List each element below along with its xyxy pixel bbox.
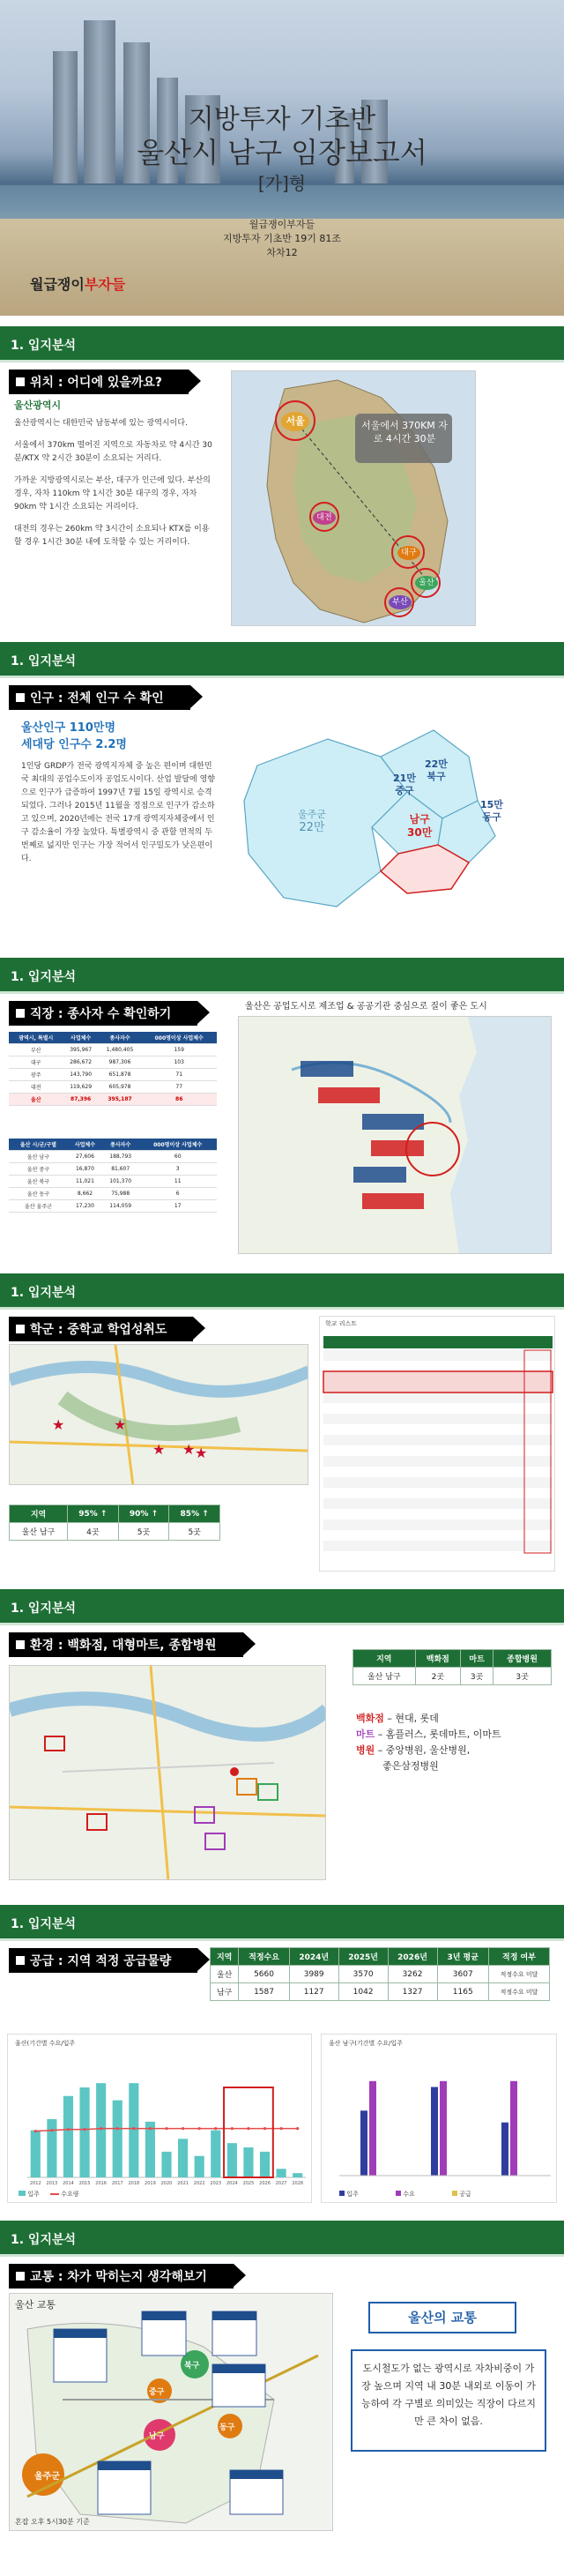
table-header: 종사자수	[102, 1139, 139, 1151]
population-headline	[21, 720, 127, 753]
point-demand	[50, 2129, 53, 2132]
legend-value: – 중앙병원, 울산병원,	[375, 1744, 471, 1756]
supply-chart-namgu	[321, 2034, 557, 2203]
table-header: 사업체수	[63, 1032, 99, 1044]
table-row: 울산 남구 4곳 5곳 5곳	[10, 1523, 220, 1541]
cover-title: 지방투자 기초반	[188, 104, 376, 135]
traffic-box-text	[351, 2349, 546, 2452]
point-demand	[67, 2128, 70, 2131]
district-label: 22만 북구	[425, 758, 448, 782]
x-tick-label: 2025	[242, 2181, 255, 2186]
topic-title: 학군 : 중학교 학업성취도	[9, 1317, 193, 1341]
map-tag-seoul: 서울	[281, 412, 309, 431]
table-row: 울산 5660 3989 3570 3262 3607 적정수요 미달	[211, 1966, 550, 1983]
table-header: 적정수요	[239, 1948, 289, 1966]
chart-title: 울산(기간별 수요/입주	[15, 2040, 76, 2047]
point-demand	[280, 2127, 283, 2130]
legend-label: 수요량	[61, 2191, 79, 2198]
x-tick-label: 2017	[111, 2181, 123, 2186]
square-icon	[16, 1956, 25, 1965]
chart-legend	[339, 2190, 471, 2199]
district-label: 21만 중구	[393, 773, 416, 796]
legend-value: – 현대, 롯데	[383, 1713, 439, 1724]
location-paragraph: 울산광역시는 대한민국 남동부에 있는 광역시이다.	[14, 419, 188, 428]
population-text: 1인당 GRDP가 전국 광역지자체 중 높은 편이며 대한민국 최대의 공업수도이자 공업도시이다. 산업 발달에 영향으로 인구가 급증하여 1997년 7월 15일 광역시로 승격되었다. 그러나 2015년 11월을 정점으로 인구가 감소하고 있으며, 2020년에는 전국 17개 광역지자체중에서 인구 감소율이 가장 높았다. 특별광역시 중 관할 면적의 두 번째로 넓지만 인구는 가장 적어서 인구밀도가 낮은편이다.	[21, 762, 215, 863]
location-paragraph: 서울에서 370km 떨어진 지역으로 자동차로 약 4시간 30분/KTX 약 2시간 30분이 소요되는 거리다.	[14, 441, 212, 463]
svg-text:★: ★	[52, 1416, 65, 1433]
legend-swatch	[50, 2193, 59, 2195]
school-map	[9, 1344, 308, 1485]
cover-author: 월급쟁이부자들	[249, 219, 315, 230]
bar-2024	[227, 2143, 237, 2177]
jobs-table-cities	[9, 1032, 217, 1106]
section-header: 1. 입지분석	[0, 958, 564, 991]
bar-수요-A	[369, 2081, 376, 2176]
point-demand	[247, 2127, 249, 2130]
legend-key-hospital: 병원	[356, 1744, 375, 1756]
legend-key-dept: 백화점	[356, 1713, 384, 1724]
supply-bar-chart-namgu	[322, 2035, 558, 2204]
map-tag-daejeon: 대전	[313, 511, 336, 525]
x-tick-label: 2019	[145, 2181, 156, 2186]
table-header: 종합병원	[494, 1650, 552, 1668]
ranking-list-svg	[320, 1331, 556, 1569]
school-ranking-panel	[319, 1316, 555, 1572]
table-row: 대구 286,672 987,306 103	[9, 1057, 217, 1069]
traffic-slide	[0, 2221, 564, 2542]
district-label: 동구	[219, 2423, 235, 2432]
square-icon	[16, 1640, 25, 1649]
traffic-description: 도시철도가 없는 광역시로 자차비중이 가장 높으며 지역 내 30분 내외로 이동이 가능하여 각 구별로 의미있는 직장이 다르지만 큰 차이 없음.	[360, 2363, 537, 2427]
table-header: 2024년	[289, 1948, 338, 1966]
table-row-highlight: 울산 87,396 395,187 86	[9, 1094, 217, 1106]
legend-key-mart: 마트	[356, 1729, 375, 1740]
location-slide	[0, 326, 564, 631]
x-tick-label: 2014	[63, 2181, 74, 2186]
topic-title: 공급 : 지역 적정 공급물량	[9, 1948, 197, 1973]
legend-label: 입주	[27, 2191, 40, 2198]
x-tick-label: 2013	[46, 2181, 58, 2186]
point-demand	[165, 2127, 167, 2130]
legend-label: 입주	[346, 2191, 359, 2198]
table-row: 울산 남구 2곳 3곳 3곳	[353, 1668, 552, 1685]
x-tick-label: 2026	[259, 2181, 271, 2186]
legend-label: 공급	[459, 2191, 471, 2198]
table-row: 울산 북구 11,021 101,370 11	[9, 1176, 217, 1188]
district-label: 남구	[149, 2432, 165, 2441]
x-tick-label: 2018	[128, 2181, 140, 2186]
table-header: 000명이상 사업체수	[141, 1032, 217, 1044]
korea-map	[231, 370, 476, 626]
bar-2016	[96, 2083, 106, 2177]
bar-수요-C	[510, 2081, 517, 2176]
location-text	[14, 399, 217, 558]
legend-swatch	[339, 2191, 345, 2196]
table-header: 울산 시/군/구별	[9, 1139, 68, 1151]
traffic-map-title: 울산 교통	[15, 2299, 56, 2311]
section-header: 1. 입지분석	[0, 2221, 564, 2254]
cover-name: 차차12	[266, 247, 298, 258]
logo-text-b: 부자들	[84, 276, 126, 293]
legend-swatch	[19, 2191, 26, 2196]
bar-2028	[293, 2173, 302, 2177]
cover-slide	[0, 0, 564, 316]
table-row: 부산 395,967 1,480,405 159	[9, 1044, 217, 1057]
table-header: 90% ↑	[118, 1505, 169, 1523]
bar-2025	[243, 2147, 253, 2177]
traffic-title: 울산의 교통	[408, 2310, 477, 2326]
traffic-box-title	[368, 2302, 516, 2333]
bar-2021	[178, 2139, 188, 2177]
traffic-map	[9, 2293, 333, 2531]
table-header: 광역시, 특별시	[9, 1032, 63, 1044]
x-tick-label: 2027	[275, 2181, 287, 2186]
bar-2015	[79, 2087, 89, 2177]
square-icon	[16, 1325, 25, 1333]
population-per-household: 세대당 인구수 2.2명	[21, 738, 127, 751]
table-header: 95% ↑	[68, 1505, 119, 1523]
point-demand	[149, 2127, 152, 2130]
location-paragraph: 가까운 지방광역시로는 부산, 대구가 인근에 있다. 부산의 경우, 자차 110km 약 1시간 30분 대구의 경우, 자차 90km 약 1시간 소요되는 거리이다.	[14, 476, 211, 511]
table-row: 광주 143,790 651,878 71	[9, 1069, 217, 1081]
topic-title: 교통 : 차가 막히는지 생각해보기	[9, 2264, 234, 2289]
bar-2023	[211, 2131, 220, 2177]
point-demand	[214, 2127, 217, 2130]
legend-swatch	[396, 2191, 401, 2196]
school-map-svg	[10, 1345, 308, 1485]
topic-title: 인구 : 전체 인구 수 확인	[9, 685, 190, 710]
bar-2020	[161, 2152, 171, 2177]
x-tick-label: 2028	[292, 2181, 304, 2186]
x-tick-label: 2024	[226, 2181, 238, 2186]
point-demand	[198, 2127, 201, 2130]
map-tag-busan: 부산	[389, 595, 412, 609]
jobs-caption: 울산은 공업도시로 제조업 & 공공기관 중심으로 질이 좋은 도시	[245, 1002, 487, 1012]
school-slide	[0, 1273, 564, 1579]
x-tick-label: 2016	[95, 2181, 108, 2186]
cover-subtitle: 울산시 남구 임장보고서	[137, 136, 427, 169]
svg-text:★: ★	[195, 1445, 208, 1461]
table-header: 종사자수	[99, 1032, 142, 1044]
table-header: 지역	[10, 1505, 68, 1523]
table-header: 지역	[211, 1948, 239, 1966]
table-row: 울산 울주군 17,230 114,059 17	[9, 1200, 217, 1213]
bar-2022	[195, 2156, 204, 2177]
map-tag-daegu: 대구	[397, 546, 420, 560]
square-icon	[16, 377, 25, 386]
table-header: 2026년	[388, 1948, 437, 1966]
bar-2014	[63, 2096, 73, 2177]
table-header: 2025년	[338, 1948, 388, 1966]
district-label: 울주군 22만	[298, 809, 326, 834]
bar-수요-B	[440, 2081, 447, 2176]
point-demand	[34, 2130, 37, 2132]
legend-value: 좋은삼정병원	[382, 1760, 439, 1772]
topic-title: 직장 : 종사자 수 확인하기	[9, 1001, 197, 1026]
table-header: 마트	[461, 1650, 494, 1668]
table-row: 울산 중구 16,870 81,607 3	[9, 1163, 217, 1176]
point-demand	[263, 2127, 266, 2130]
table-header: 000명이상 사업체수	[138, 1139, 217, 1151]
bar-2017	[113, 2101, 122, 2177]
legend-swatch	[452, 2191, 457, 2196]
legend-value: – 홈플러스, 롯데마트, 이마트	[375, 1729, 501, 1740]
topic-title: 위치 : 어디에 있을까요?	[9, 370, 189, 394]
point-demand	[231, 2127, 234, 2130]
table-header: 백화점	[415, 1650, 460, 1668]
district-label-namgu: 남구 30만	[407, 813, 433, 839]
environment-map	[9, 1665, 326, 1880]
cover-logo	[30, 273, 125, 294]
bar-입주-A	[360, 2110, 367, 2176]
section-header: 1. 입지분석	[0, 1905, 564, 1938]
school-table	[9, 1505, 220, 1541]
district-label: 북구	[184, 2362, 200, 2371]
korea-map-svg	[232, 371, 476, 626]
table-row: 남구 1587 1127 1042 1327 1165 적정수요 미달	[211, 1983, 550, 2001]
supply-table	[210, 1947, 550, 2001]
point-demand	[83, 2128, 85, 2131]
table-header: 사업체수	[68, 1139, 102, 1151]
table-header: 적정 여부	[488, 1948, 549, 1966]
section-header: 1. 입지분석	[0, 1589, 564, 1623]
chart-legend	[19, 2190, 79, 2199]
table-row: 울산 남구 27,606 188,793 60	[9, 1151, 217, 1163]
x-tick-label: 2023	[210, 2181, 222, 2186]
point-demand	[296, 2127, 299, 2130]
table-header: 3년 평균	[437, 1948, 488, 1966]
supply-chart-ulsan	[7, 2034, 312, 2203]
bar-2026	[260, 2152, 270, 2177]
section-header: 1. 입지분석	[0, 326, 564, 360]
chart-title: 울산 남구(기간별 수요/입주	[329, 2040, 403, 2047]
cover-type: [가]형	[257, 173, 307, 194]
x-tick-label: 2020	[160, 2181, 173, 2186]
bar-2019	[145, 2122, 155, 2177]
location-paragraph: 대전의 경우는 260km 약 3시간이 소요되나 KTX를 이용할 경우 1시간 30분 내에 도착할 수 있는 거리이다.	[14, 525, 210, 547]
supply-bar-chart	[8, 2035, 313, 2204]
svg-text:★: ★	[182, 1441, 196, 1458]
x-tick-label: 2021	[177, 2181, 189, 2186]
table-header: 85% ↑	[169, 1505, 220, 1523]
section-header: 1. 입지분석	[0, 1273, 564, 1307]
point-demand	[182, 2127, 184, 2130]
square-icon	[16, 693, 25, 702]
svg-text:★: ★	[114, 1416, 127, 1433]
bar-2013	[47, 2119, 56, 2177]
x-tick-label: 2012	[29, 2181, 41, 2186]
ranking-title: 학교 리스트	[325, 1320, 358, 1327]
topic-title: 환경 : 백화점, 대형마트, 종합병원	[9, 1632, 243, 1657]
district-label: 15만 동구	[480, 799, 503, 823]
population-slide	[0, 642, 564, 947]
population-total: 울산인구 110만명	[21, 721, 116, 735]
bar-2018	[129, 2083, 138, 2177]
table-row: 대전 119,629 605,978 77	[9, 1081, 217, 1094]
supply-slide	[0, 1905, 564, 2210]
square-icon	[16, 2272, 25, 2281]
district-label: 울주군	[34, 2472, 60, 2482]
environment-slide	[0, 1589, 564, 1894]
x-tick-label: 2022	[193, 2181, 205, 2186]
cover-course: 지방투자 기초반 19기 81조	[222, 233, 342, 244]
environment-table	[352, 1649, 552, 1685]
section-header: 1. 입지분석	[0, 642, 564, 676]
jobs-map	[238, 1016, 552, 1254]
bar-2027	[277, 2169, 286, 2177]
traffic-map-footer: 혼잡 오후 5시30분 기준	[15, 2518, 90, 2526]
table-row: 울산 동구 8,662 75,988 6	[9, 1188, 217, 1200]
jobs-map-svg	[239, 1017, 552, 1254]
table-header: 지역	[353, 1650, 416, 1668]
environment-legend	[356, 1711, 501, 1774]
svg-text:★: ★	[152, 1441, 166, 1458]
point-demand	[116, 2127, 119, 2130]
bar-입주-C	[501, 2123, 508, 2176]
map-distance-label: 서울에서 370KM 자로 4시간 30분	[361, 420, 448, 444]
map-tag-ulsan: 울산	[415, 576, 438, 590]
bar-입주-B	[431, 2087, 438, 2177]
location-heading: 울산광역시	[14, 399, 62, 411]
environment-map-svg	[10, 1666, 326, 1880]
x-tick-label: 2015	[78, 2181, 91, 2186]
bar-2012	[31, 2131, 41, 2177]
jobs-table-districts	[9, 1139, 217, 1213]
point-demand	[132, 2127, 135, 2130]
logo-text-a: 월급쟁이	[30, 276, 85, 293]
legend-label: 수요	[403, 2191, 415, 2198]
jobs-slide	[0, 958, 564, 1263]
district-label: 중구	[149, 2388, 165, 2397]
point-demand	[100, 2127, 102, 2130]
square-icon	[16, 1009, 25, 1018]
traffic-map-svg	[10, 2294, 333, 2531]
ulsan-district-map	[231, 713, 522, 924]
